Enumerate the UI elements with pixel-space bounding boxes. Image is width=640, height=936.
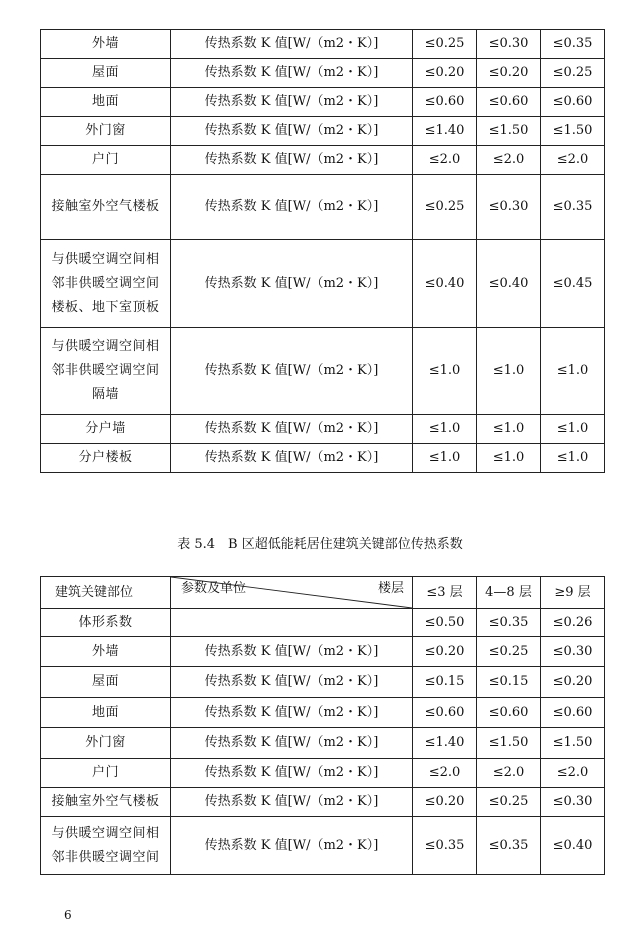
part-cell: 接触室外空气楼板 [41, 175, 171, 240]
value-cell: ≤0.60 [413, 698, 477, 728]
table-row [41, 175, 605, 240]
part-cell: 接触室外空气楼板 [41, 788, 171, 817]
value-cell: ≤2.0 [541, 759, 605, 788]
part-cell: 分户墙 [41, 415, 171, 444]
value-cell: ≤0.60 [541, 88, 605, 117]
param-cell: 传热系数 K 值[W/（m2・K）] [171, 788, 413, 817]
part-line: 与供暖空调空间相 [51, 251, 160, 267]
table-row [41, 788, 605, 817]
part-cell: 户门 [41, 759, 171, 788]
table-row [41, 667, 605, 698]
param-cell: 传热系数 K 值[W/（m2・K）] [171, 728, 413, 759]
param-cell: 传热系数 K 值[W/（m2・K）] [171, 667, 413, 698]
value-cell: ≤0.20 [413, 59, 477, 88]
value-cell: ≤0.35 [541, 175, 605, 240]
value-cell: ≤0.40 [541, 817, 605, 875]
value-cell: ≤0.50 [413, 609, 477, 637]
value-cell: ≤0.40 [477, 240, 541, 328]
value-cell: ≤1.0 [413, 415, 477, 444]
part-line: 与供暖空调空间相 [51, 339, 160, 354]
param-cell: 传热系数 K 值[W/（m2・K）] [171, 637, 413, 667]
value-cell: ≤1.0 [541, 328, 605, 415]
value-cell: ≤1.50 [541, 728, 605, 759]
value-cell: ≤0.20 [541, 667, 605, 698]
value-cell: ≤0.15 [477, 667, 541, 698]
value-cell: ≤1.50 [477, 117, 541, 146]
value-cell: ≤0.25 [541, 59, 605, 88]
part-cell: 体形系数 [41, 609, 171, 637]
table-row [41, 609, 605, 637]
value-cell: ≤0.20 [477, 59, 541, 88]
value-cell: ≤1.0 [541, 444, 605, 473]
part-cell: 地面 [41, 698, 171, 728]
param-cell: 传热系数 K 值[W/（m2・K）] [171, 146, 413, 175]
page-number: 6 [64, 908, 72, 922]
table-row [41, 328, 605, 415]
part-cell [41, 817, 171, 875]
part-cell: 外墙 [41, 30, 171, 59]
table-5-4 [40, 576, 605, 875]
param-cell: 传热系数 K 值[W/（m2・K）] [171, 88, 413, 117]
part-line: 邻非供暖空调空间 [51, 275, 160, 291]
header-param: 参数及单位 [181, 581, 247, 596]
table-row [41, 117, 605, 146]
value-cell: ≤1.50 [477, 728, 541, 759]
value-cell: ≤0.60 [413, 88, 477, 117]
value-cell: ≤2.0 [541, 146, 605, 175]
header-part: 建筑关键部位 [41, 577, 171, 609]
value-cell: ≤2.0 [413, 146, 477, 175]
value-cell: ≤0.35 [541, 30, 605, 59]
table-row [41, 59, 605, 88]
value-cell: ≤0.60 [477, 88, 541, 117]
table-header-row [41, 577, 605, 609]
value-cell: ≤1.0 [541, 415, 605, 444]
param-cell: 传热系数 K 值[W/（m2・K）] [171, 30, 413, 59]
part-cell: 外墙 [41, 637, 171, 667]
value-cell: ≤0.35 [477, 817, 541, 875]
value-cell: ≤0.30 [541, 637, 605, 667]
value-cell: ≤0.60 [477, 698, 541, 728]
table-row [41, 30, 605, 59]
param-cell: 传热系数 K 值[W/（m2・K）] [171, 817, 413, 875]
value-cell: ≤0.35 [477, 609, 541, 637]
table-caption: 表 5.4 B 区超低能耗居住建筑关键部位传热系数 [177, 537, 463, 552]
param-cell: 传热系数 K 值[W/（m2・K）] [171, 759, 413, 788]
param-cell: 传热系数 K 值[W/（m2・K）] [171, 698, 413, 728]
table-row [41, 728, 605, 759]
value-cell: ≤0.15 [413, 667, 477, 698]
value-cell: ≤0.25 [413, 175, 477, 240]
value-cell: ≤1.0 [413, 444, 477, 473]
param-cell: 传热系数 K 值[W/（m2・K）] [171, 59, 413, 88]
part-line: 楼板、地下室顶板 [51, 299, 160, 315]
value-cell: ≤1.0 [413, 328, 477, 415]
value-cell: ≤1.0 [477, 415, 541, 444]
part-cell: 户门 [41, 146, 171, 175]
header-diagonal-cell [171, 577, 413, 609]
part-cell [41, 240, 171, 328]
part-cell: 外门窗 [41, 117, 171, 146]
value-cell: ≤2.0 [477, 146, 541, 175]
param-cell: 传热系数 K 值[W/（m2・K）] [171, 444, 413, 473]
value-cell: ≤1.0 [477, 444, 541, 473]
value-cell: ≤1.40 [413, 728, 477, 759]
value-cell: ≤0.20 [413, 788, 477, 817]
header-col: ≥9 层 [541, 577, 605, 609]
value-cell: ≤1.0 [477, 328, 541, 415]
part-cell: 地面 [41, 88, 171, 117]
param-cell: 传热系数 K 值[W/（m2・K）] [171, 175, 413, 240]
value-cell: ≤1.50 [541, 117, 605, 146]
part-line: 邻非供暖空调空间 [51, 363, 160, 378]
param-cell [171, 609, 413, 637]
value-cell: ≤0.35 [413, 817, 477, 875]
value-cell: ≤0.25 [477, 788, 541, 817]
param-cell: 传热系数 K 值[W/（m2・K）] [171, 328, 413, 415]
value-cell: ≤2.0 [477, 759, 541, 788]
table-row [41, 415, 605, 444]
table-row [41, 637, 605, 667]
value-cell: ≤2.0 [413, 759, 477, 788]
header-col: ≤3 层 [413, 577, 477, 609]
part-cell: 分户楼板 [41, 444, 171, 473]
value-cell: ≤1.40 [413, 117, 477, 146]
part-cell [41, 328, 171, 415]
table-continued [40, 29, 605, 473]
table-row [41, 444, 605, 473]
value-cell: ≤0.60 [541, 698, 605, 728]
part-line: 与供暖空调空间相 [51, 825, 160, 841]
value-cell: ≤0.30 [477, 30, 541, 59]
value-cell: ≤0.25 [477, 637, 541, 667]
param-cell: 传热系数 K 值[W/（m2・K）] [171, 117, 413, 146]
table-row [41, 88, 605, 117]
value-cell: ≤0.30 [477, 175, 541, 240]
param-cell: 传热系数 K 值[W/（m2・K）] [171, 240, 413, 328]
value-cell: ≤0.45 [541, 240, 605, 328]
value-cell: ≤0.26 [541, 609, 605, 637]
header-col: 4—8 层 [477, 577, 541, 609]
table-row [41, 240, 605, 328]
value-cell: ≤0.25 [413, 30, 477, 59]
table-row [41, 698, 605, 728]
part-cell: 屋面 [41, 59, 171, 88]
value-cell: ≤0.20 [413, 637, 477, 667]
value-cell: ≤0.40 [413, 240, 477, 328]
part-line: 隔墙 [91, 387, 119, 402]
part-cell: 屋面 [41, 667, 171, 698]
part-cell: 外门窗 [41, 728, 171, 759]
value-cell: ≤0.30 [541, 788, 605, 817]
table-row [41, 759, 605, 788]
table-row [41, 146, 605, 175]
header-floor: 楼层 [377, 581, 404, 596]
part-line: 邻非供暖空调空间 [51, 849, 160, 865]
param-cell: 传热系数 K 值[W/（m2・K）] [171, 415, 413, 444]
table-row [41, 817, 605, 875]
